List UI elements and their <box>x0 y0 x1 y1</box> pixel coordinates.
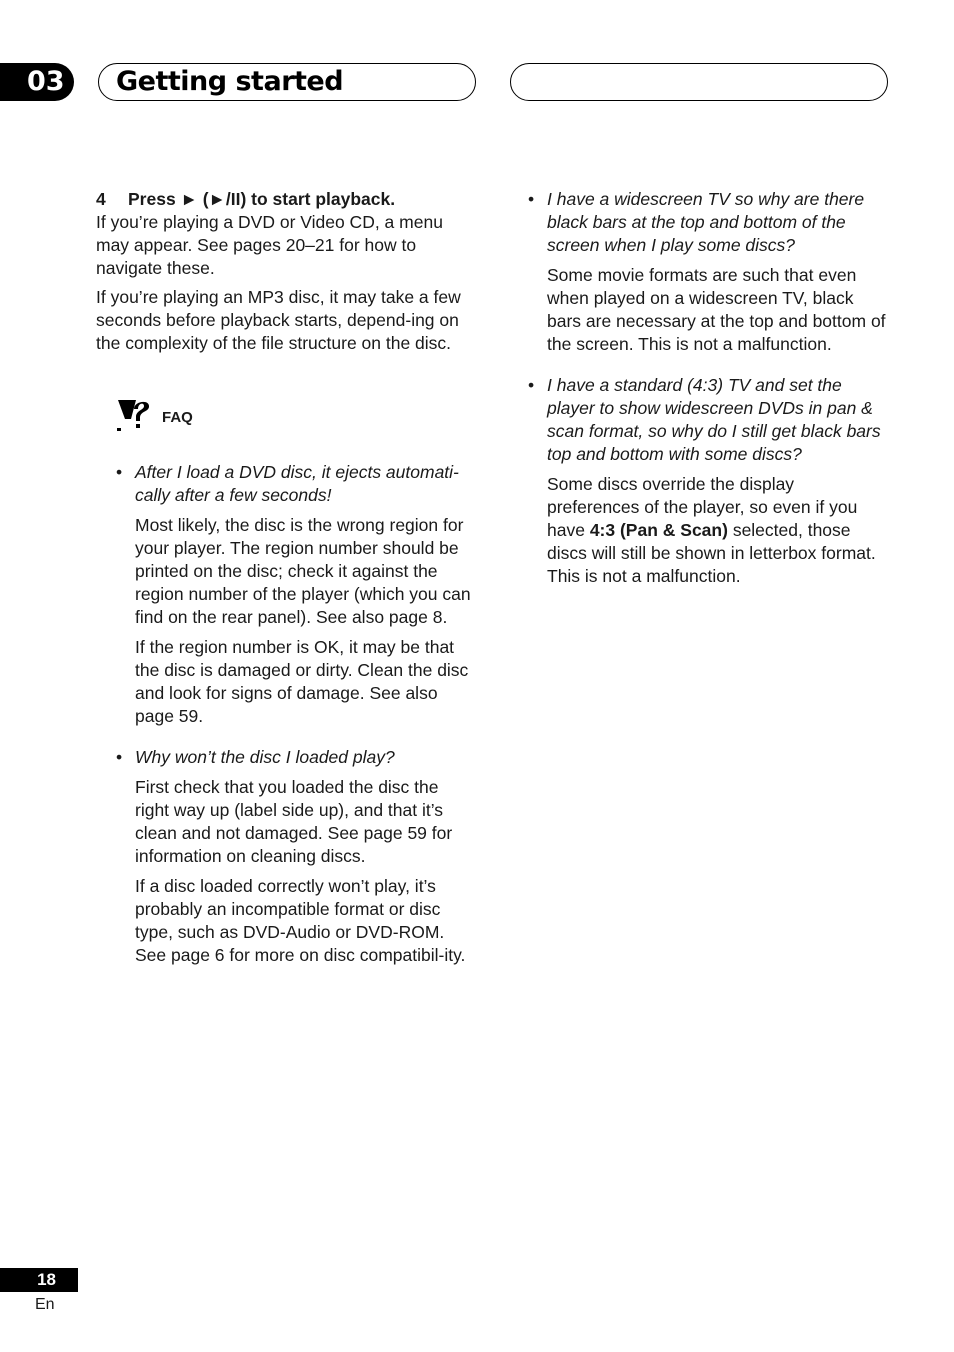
faq-answer: Some movie formats are such that even when played on a widescreen TV, black bars are necessary at the top and bottom of the screen. This is not a malfunction. <box>547 265 886 354</box>
faq-item <box>528 188 890 356</box>
faq-question: After I load a DVD disc, it ejects automati-cally after a few seconds! <box>135 462 459 505</box>
step-paragraph-1: If you’re playing a DVD or Video CD, a menu may appear. See pages 20–21 for how to navigate these. <box>96 212 443 278</box>
faq-label: FAQ <box>162 409 193 426</box>
setting-name: 4:3 (Pan & Scan) <box>589 520 728 540</box>
faq-answer-post: selected, those discs will still be shown in letterbox format. This is not a malfunction. <box>547 520 876 586</box>
language-code: En <box>35 1296 55 1313</box>
left-column <box>96 188 476 985</box>
faq-item <box>528 374 890 588</box>
bullet: • <box>116 462 123 482</box>
faq-question: I have a standard (4:3) TV and set the player to show widescreen DVDs in pan & scan format, so why do I still get black bars top and bottom with some discs? <box>547 375 881 464</box>
faq-answer: Most likely, the disc is the wrong region for your player. The region number should be printed on the disc; check it against the region number of the player (which you can find on the rear panel). See also page 8. <box>135 515 471 627</box>
step-number: 4 <box>96 189 106 209</box>
faq-header <box>116 397 476 431</box>
faq-answer: First check that you loaded the disc the right way up (label side up), and that it’s clean and not damaged. See page 59 for information on cleaning discs. <box>135 777 453 866</box>
header-blank-box <box>510 63 888 101</box>
step-paragraph-2: If you’re playing an MP3 disc, it may take a few seconds before playback starts, depend-ing on the complexity of the file structure on the disc. <box>96 287 461 353</box>
left-faq-list <box>116 461 476 967</box>
page-number: 18 <box>0 1268 78 1292</box>
faq-item <box>116 461 476 728</box>
bullet: • <box>116 747 123 767</box>
page-title: Getting started <box>116 66 344 97</box>
bullet: • <box>528 189 535 209</box>
step-text: Press ► (►/II) to start playback. <box>128 189 396 209</box>
chapter-number-badge: 03 <box>0 63 74 101</box>
faq-answer: If a disc loaded correctly won’t play, it’s probably an incompatible format or disc type, such as DVD-Audio or DVD-ROM. See page 6 for more on disc compatibil-ity. <box>135 876 466 965</box>
faq-answer <box>547 473 890 588</box>
step-heading <box>96 188 476 211</box>
bullet: • <box>528 375 535 395</box>
faq-question: I have a widescreen TV so why are there black bars at the top and bottom of the screen when I play some discs? <box>547 189 865 255</box>
faq-question-icon <box>116 397 152 431</box>
chapter-title-box <box>98 63 476 101</box>
faq-answer: If the region number is OK, it may be that the disc is damaged or dirty. Clean the disc and look for signs of damage. See also page 59. <box>135 637 469 726</box>
faq-answer-pre: Some discs override the display preferences of the player, so even if you have <box>547 474 858 540</box>
right-column <box>528 188 890 606</box>
faq-question: Why won’t the disc I loaded play? <box>135 747 395 767</box>
faq-item <box>116 746 476 967</box>
